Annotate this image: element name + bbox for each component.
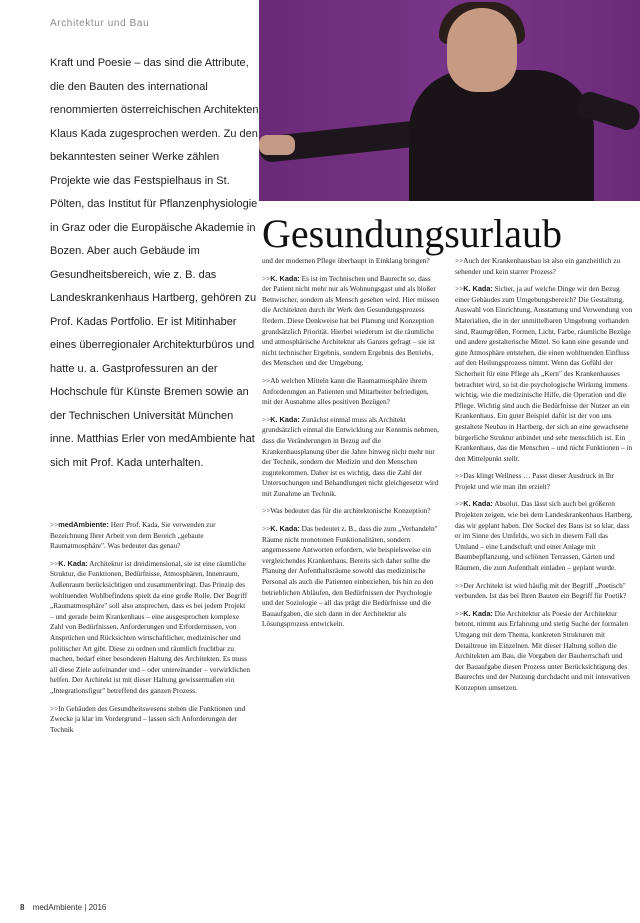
paragraph-text: und der modernen Pflege überhaupt in Einklang bringen? — [262, 256, 430, 265]
paragraph-text: Es ist im Technischen und Baurecht so, dass der Patient nicht mehr nur als Wohnungsgast und als bloßer Bettwischer, sondern als Mensch gesehen wird. Hier müssen die Architekten durch ihr Werk den Gesundungsprozess fördern. Diese Denkweise hat bei Planung und Konzeption grundsätzlich Priorität. Hierbei wiederum ist die räumliche und atmosphärische Architektur als Ganzes gefragt – sie ist nicht technischer Ergebnis, sondern Ergebnis des Betriebs, des Menschen und der Umgebung. — [262, 273, 440, 368]
speaker-label: K. Kada: — [58, 558, 88, 568]
interview-paragraph — [455, 471, 633, 492]
speaker-label: K. Kada: — [270, 414, 300, 424]
interview-paragraph — [262, 256, 440, 267]
text-column-2 — [262, 256, 440, 637]
paragraph-text: Das bedeutet z. B., dass die zum „Verhandeln" Räume nicht monotonen Funktionalitäten, sondern angemessene Antworten erfordern, wie beispielsweise ein vergleichendes Krankenhaus. Bereits sich daher sollte die Planung der Aufenthaltsräume sowohl das medizinische Personal als auch die Patienten einbeziehen, bis hin zu den betrieblichen Abläufen, den Bedürfnissen der Psychologie und der Soziologie – all das prägt die Bedürfnisse und die Bauaufgaben, die sich dann in der Architektur als Lösungsprozess entwickeln. — [262, 524, 438, 629]
question-marker: >> — [50, 703, 59, 713]
paragraph-text: Sicher, ja auf welche Dinge wir den Bezug einer Gebäudes zum Umgebungsbereich? Die Gestaltung, Auswahl von Einrichtung, Ausstattung und Verwendung von Materialien, die in der unmittelbaren Umgebung vorhanden sind, Raumgrößen, Formen, Licht, Farbe, räumliche Bezüge und andere gestalterische Mittel. So kann eine gesunde und gute Atmosphäre entstehen, die einen wohltuenden Einfluss auf den Heilungsprozess nimmt. Wenn das Gefühl der Sicherheit für eine Pflege als „Kern" des Krankenhauses betrachtet wird, so ist die psychologische Wirkung immens wichtig, wie die medizinische Hilfe, die Operation und die Pflege. Wichtig sind auch die Bedürfnisse der Nutzer an ein Krankenhaus. Ein guter Beispiel dafür ist der von uns gestaltete Neubau in Hartberg, der sich an eine gewachsene bürgerliche Struktur anbindet und sehr menschlich ist. Ein Krankenhaus, das die Menschen – und nicht Funktionen – in den Mittelpunkt stellt. — [455, 284, 633, 463]
paragraph-text: Zunächst einmal muss als Architekt grundsätzlich einmal die Entwicklung zur Kenntnis nehmen, dass die Veränderungen in Bezug auf die Krankenhausplanung über die Jahre hinweg nicht mehr nur der Technik, sondern der Medizin und den Menschen zugutekommen. Daher ist es wichtig, dass die Zahl der Untersuchungen und Behandlungen nicht gleichgesetzt wird mit Zunahme an Technik. — [262, 414, 439, 498]
question-marker: >> — [50, 558, 59, 568]
speaker-label: K. Kada: — [270, 273, 300, 283]
paragraph-text: Der Architekt ist wird häufig mit der Begriff „Poetisch" verbunden. Ist das bei Ihren Bauten ein Begriff für Poetik? — [455, 580, 627, 601]
interview-paragraph — [455, 499, 633, 573]
question-marker: >> — [455, 471, 464, 481]
speaker-label: K. Kada: — [463, 499, 493, 509]
paragraph-text: Absolut. Das lässt sich auch bei größeren Projekten zeigen, wie bei dem Landeskrankenhaus Hartberg, das wir geplant haben. Der Sockel des Baus ist so klar, dass er im Sinne des Umfelds, wo sich in diesem Fall das Umland – eine Landschaft und einer Anlage mit Baumbepflanzung, und schönen Terrassen, Gärten und Räumen, die zum Aufenthalt einladen – geplant wurde. — [455, 499, 633, 573]
question-marker: >> — [262, 506, 271, 516]
paragraph-text: Ab welchen Mitteln kann die Raumatmosphäre ihrem Anforderungen an Patienten und Mitarbeiter befriedigen, mit der Ausnahme alles positiven Bezügen? — [262, 375, 429, 407]
portrait-photo — [259, 0, 640, 201]
interview-paragraph — [50, 704, 250, 736]
interview-paragraph — [455, 581, 633, 602]
text-column-3 — [455, 256, 633, 701]
question-marker: >> — [262, 375, 271, 385]
speaker-label: K. Kada: — [463, 608, 493, 618]
paragraph-text: Herr Prof. Kada, Sie verwenden zur Bezeichnung Ihrer Arbeit von dem Bereich „gebaute Raumatmosphäre". Was bedeutet das genau? — [50, 520, 216, 551]
section-label: Architektur und Bau — [50, 18, 150, 29]
question-marker: >> — [455, 608, 464, 618]
speaker-label: K. Kada: — [463, 284, 493, 294]
speaker-label: medAmbiente: — [58, 520, 109, 529]
question-marker: >> — [50, 520, 59, 529]
question-marker: >> — [262, 414, 271, 424]
question-marker: >> — [455, 256, 464, 265]
interview-paragraph — [455, 284, 633, 464]
interview-paragraph — [50, 520, 250, 552]
page-footer — [20, 903, 106, 912]
interview-paragraph — [50, 559, 250, 697]
paragraph-text: Architektur ist dreidimensional, sie ist eine räumliche Struktur, die Funktionen, Bedürfnisse, Atmosphären, Innenraum, Außenraum berücksichtigen und zusammenbringt. Das Prinzip des wohltuenden Wohlbefindens spielt da eine große Rolle. Der Begriff „Raumatmosphäre" soll also ansprechen, dass es bei jedem Projekt – und gerade beim Krankenhaus – eine ausgesprochen komplexe Zahl von Bedürfnissen, Anforderungen und Erfordernissen, von Ansprüchen und Rücksichten wirtschaftlicher, medizinischer und politischer Art gibt. Diese zu ordnen und räumlich fruchtbar zu machen, bedarf einer besonderen Haltung des Architekten. Es muss all diese Ziele aufeinander und – oder untereinander – verwirklichen helfen. Der Architekt ist mit dieser Haltung gewissermaßen ein „Integrationsfigur" betreffend des ganzen Prozess. — [50, 558, 250, 695]
interview-paragraph — [262, 274, 440, 369]
question-marker: >> — [455, 580, 464, 590]
paragraph-text: Das klingt Wellness … Passt dieser Ausdruck in Ihr Projekt und wie man ihn erzielt? — [455, 471, 615, 491]
interview-paragraph — [262, 376, 440, 408]
magazine-name: medAmbiente | 2016 — [32, 903, 107, 912]
question-marker: >> — [455, 284, 464, 294]
paragraph-text: In Gebäuden des Gesundheitswesens stehen die Funktionen und Zwecke ja klar im Vordergrund – lassen sich Anforderungen der Technik — [50, 703, 246, 734]
question-marker: >> — [262, 524, 271, 534]
paragraph-text: Was bedeutet das für die architektonische Konzeption? — [270, 506, 431, 516]
speaker-label: K. Kada: — [270, 524, 300, 534]
paragraph-text: Die Architektur als Poesie der Architektur betont, nimmt aus Erfahrung und stetig Suche der formalen Umgang mit dem Thema, konkreten Strukturen mit Detailtreue im Einzelnen. Mit dieser Haltung sollen die Architekten am Bau, die Vorgaben der Bauherrschaft und der Bauaufgabe diesen Prozess unter Berücksichtigung des Baurechts und der Nutzung durchdacht und mit innovativen Konzepten umsetzen. — [455, 608, 630, 692]
paragraph-text: Auch der Krankenhausbau ist also ein ganzheitlich zu sehender und kein starrer Prozess? — [455, 256, 621, 276]
interview-paragraph — [262, 524, 440, 630]
question-marker: >> — [262, 273, 271, 283]
question-marker: >> — [455, 499, 464, 509]
interview-paragraph — [455, 256, 633, 277]
article-headline: Gesundungsurlaub — [262, 211, 562, 256]
interview-paragraph — [455, 609, 633, 694]
page-number: 8 — [20, 903, 25, 912]
text-column-1 — [50, 520, 250, 742]
intro-paragraph: Kraft und Poesie – das sind die Attribute, die den Bauten des international renommierten österreichischen Architekten Klaus Kada zugesprochen werden. Zu den bekanntesten seiner Werke zählen Projekte wie das Festspielhaus in St. Pölten, das Institut für Pflanzenphysiologie in Graz oder die Europäische Akademie in Bozen. Aber auch Gebäude im Gesundheitsbereich, wie z. B. das Landeskrankenhaus Hartberg, gehören zu Prof. Kadas Portfolio. Er ist Mitinhaber eines überregionaler Architekturbüros und hatte u. a. Gastprofessuren an der Hochschule für Künste Bremen sowie an der Technischen Universität München inne. Matthias Erler von medAmbiente hat sich mit Prof. Kada unterhalten. — [50, 57, 259, 469]
interview-paragraph — [262, 415, 440, 500]
interview-paragraph — [262, 506, 440, 517]
